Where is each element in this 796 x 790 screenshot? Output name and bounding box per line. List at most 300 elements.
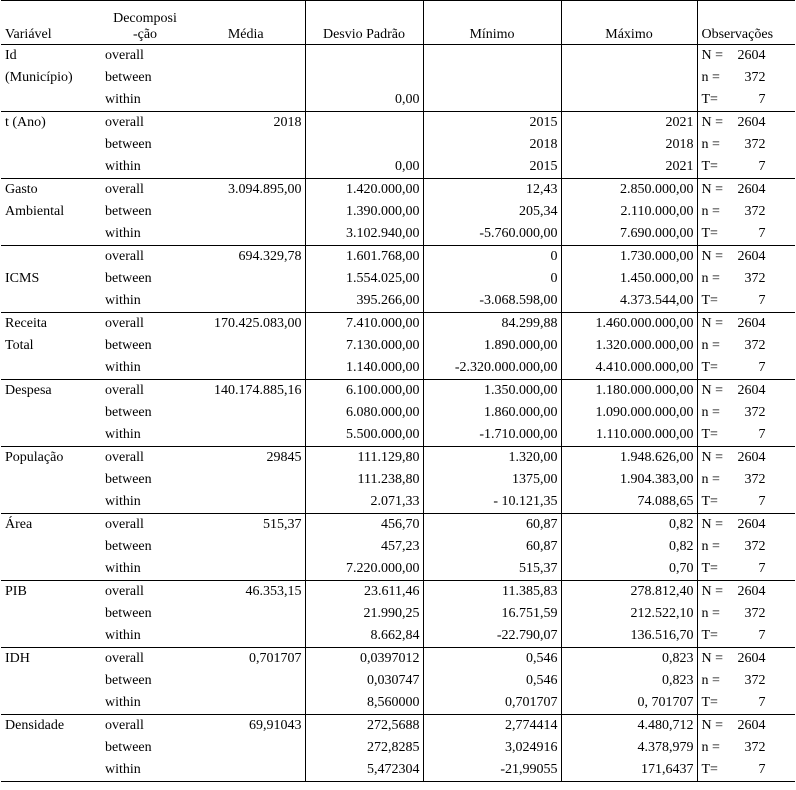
cell-minimo bbox=[423, 45, 561, 68]
cell-media: 69,91043 bbox=[187, 715, 305, 738]
cell-media: 46.353,15 bbox=[187, 581, 305, 604]
header-observacoes: Observações bbox=[697, 1, 795, 45]
cell-media bbox=[187, 759, 305, 782]
variable-group bbox=[1, 112, 795, 179]
cell-decomposicao: between bbox=[105, 673, 152, 688]
obs-value: 2604 bbox=[737, 517, 766, 532]
obs-label: T= bbox=[701, 427, 718, 442]
variable-group bbox=[1, 715, 795, 782]
header-desvio-padrao: Desvio Padrão bbox=[305, 1, 423, 45]
table-row bbox=[1, 491, 795, 514]
cell-variavel: IDH bbox=[1, 648, 103, 671]
cell-decomposicao: between bbox=[105, 70, 152, 85]
cell-media bbox=[187, 223, 305, 246]
table-row bbox=[1, 424, 795, 447]
table-row bbox=[1, 357, 795, 380]
table-row bbox=[1, 179, 795, 202]
table-row bbox=[1, 759, 795, 782]
cell-maximo: 1.450.000,00 bbox=[561, 268, 697, 290]
cell-desvio-padrao bbox=[305, 67, 423, 89]
cell-desvio-padrao: 5,472304 bbox=[305, 759, 423, 782]
cell-media: 0,701707 bbox=[187, 648, 305, 671]
cell-minimo: -21,99055 bbox=[423, 759, 561, 782]
cell-decomposicao: overall bbox=[103, 380, 187, 403]
cell-decomposicao: between bbox=[105, 606, 152, 621]
cell-desvio-padrao bbox=[305, 112, 423, 135]
cell-observacoes bbox=[697, 558, 795, 581]
obs-label: n = bbox=[701, 204, 720, 219]
cell-media: 2018 bbox=[187, 112, 305, 135]
cell-media: 515,37 bbox=[187, 514, 305, 537]
cell-media bbox=[187, 335, 305, 357]
obs-label: N = bbox=[701, 249, 724, 264]
obs-label: T= bbox=[701, 360, 718, 375]
cell-decomposicao: overall bbox=[103, 514, 187, 537]
obs-label: N = bbox=[701, 48, 724, 63]
cell-media bbox=[187, 469, 305, 491]
cell-maximo: 1.904.383,00 bbox=[561, 469, 697, 491]
cell-variavel: ICMS bbox=[5, 271, 40, 286]
cell-media: 3.094.895,00 bbox=[187, 179, 305, 202]
cell-observacoes bbox=[697, 380, 795, 403]
cell-maximo bbox=[561, 89, 697, 112]
cell-maximo: 1.090.000.000,00 bbox=[561, 402, 697, 424]
obs-label: n = bbox=[701, 606, 720, 621]
cell-decomposicao: between bbox=[105, 137, 152, 152]
table-row bbox=[1, 558, 795, 581]
obs-label: N = bbox=[701, 718, 724, 733]
cell-decomposicao: overall bbox=[103, 581, 187, 604]
cell-maximo: 171,6437 bbox=[561, 759, 697, 782]
cell-variavel bbox=[1, 536, 103, 558]
cell-media bbox=[187, 491, 305, 514]
cell-observacoes bbox=[697, 759, 795, 782]
cell-media bbox=[187, 357, 305, 380]
cell-minimo: 84.299,88 bbox=[423, 313, 561, 336]
table-row bbox=[1, 380, 795, 403]
cell-media bbox=[187, 692, 305, 715]
obs-label: N = bbox=[701, 584, 724, 599]
obs-value: 372 bbox=[744, 70, 766, 85]
cell-observacoes bbox=[697, 290, 795, 313]
obs-label: T= bbox=[701, 159, 718, 174]
cell-desvio-padrao: 0,030747 bbox=[305, 670, 423, 692]
cell-desvio-padrao: 1.140.000,00 bbox=[305, 357, 423, 380]
cell-variavel: PIB bbox=[1, 581, 103, 604]
cell-media bbox=[187, 156, 305, 179]
cell-media bbox=[187, 558, 305, 581]
obs-label: N = bbox=[701, 517, 724, 532]
obs-label: n = bbox=[701, 70, 720, 85]
cell-observacoes bbox=[697, 581, 795, 604]
cell-decomposicao: overall bbox=[103, 447, 187, 470]
cell-minimo: 0,546 bbox=[423, 670, 561, 692]
cell-maximo: 0,823 bbox=[561, 648, 697, 671]
obs-label: N = bbox=[701, 316, 724, 331]
obs-label: T= bbox=[701, 762, 718, 777]
cell-desvio-padrao: 1.554.025,00 bbox=[305, 268, 423, 290]
cell-observacoes bbox=[697, 715, 795, 738]
cell-maximo: 0, 701707 bbox=[561, 692, 697, 715]
cell-maximo: 1.320.000.000,00 bbox=[561, 335, 697, 357]
obs-value: 2604 bbox=[737, 383, 766, 398]
table-row bbox=[1, 246, 795, 269]
cell-variavel bbox=[1, 558, 103, 581]
cell-variavel bbox=[1, 89, 103, 112]
cell-media bbox=[187, 89, 305, 112]
header-minimo: Mínimo bbox=[423, 1, 561, 45]
cell-maximo: 136.516,70 bbox=[561, 625, 697, 648]
cell-minimo: 16.751,59 bbox=[423, 603, 561, 625]
cell-media: 140.174.885,16 bbox=[187, 380, 305, 403]
obs-value: 372 bbox=[744, 539, 766, 554]
cell-maximo: 1.460.000.000,00 bbox=[561, 313, 697, 336]
cell-decomposicao: within bbox=[103, 692, 187, 715]
table-row bbox=[1, 89, 795, 112]
header-row bbox=[1, 1, 795, 45]
cell-decomposicao: overall bbox=[103, 715, 187, 738]
obs-value: 372 bbox=[744, 137, 766, 152]
obs-label: T= bbox=[701, 92, 718, 107]
cell-observacoes bbox=[697, 491, 795, 514]
table-row bbox=[1, 469, 795, 491]
variable-group bbox=[1, 313, 795, 380]
obs-label: N = bbox=[701, 450, 724, 465]
cell-media bbox=[187, 45, 305, 68]
cell-desvio-padrao: 1.390.000,00 bbox=[305, 201, 423, 223]
cell-observacoes bbox=[697, 335, 795, 357]
header-decomposicao-line1: Decomposi bbox=[113, 11, 177, 26]
cell-media: 170.425.083,00 bbox=[187, 313, 305, 336]
cell-desvio-padrao: 0,0397012 bbox=[305, 648, 423, 671]
obs-value: 7 bbox=[758, 762, 766, 777]
obs-value: 2604 bbox=[737, 316, 766, 331]
cell-decomposicao: within bbox=[103, 759, 187, 782]
obs-value: 2604 bbox=[737, 249, 766, 264]
cell-media bbox=[187, 268, 305, 290]
cell-desvio-padrao: 7.130.000,00 bbox=[305, 335, 423, 357]
header-maximo: Máximo bbox=[561, 1, 697, 45]
cell-desvio-padrao: 395.266,00 bbox=[305, 290, 423, 313]
cell-minimo: 1.860.000,00 bbox=[423, 402, 561, 424]
cell-observacoes bbox=[697, 45, 795, 68]
cell-maximo: 2.110.000,00 bbox=[561, 201, 697, 223]
cell-minimo: 60,87 bbox=[423, 536, 561, 558]
header-decomposicao bbox=[103, 1, 187, 45]
cell-media: 694.329,78 bbox=[187, 246, 305, 269]
cell-minimo: 205,34 bbox=[423, 201, 561, 223]
cell-observacoes bbox=[697, 536, 795, 558]
cell-minimo: -22.790,07 bbox=[423, 625, 561, 648]
variable-group bbox=[1, 447, 795, 514]
obs-value: 2604 bbox=[737, 115, 766, 130]
cell-observacoes bbox=[697, 648, 795, 671]
header-decomposicao-line2: -ção bbox=[132, 27, 158, 42]
cell-decomposicao: overall bbox=[103, 648, 187, 671]
obs-label: n = bbox=[701, 539, 720, 554]
cell-minimo: 2018 bbox=[423, 134, 561, 156]
cell-variavel bbox=[1, 134, 103, 156]
obs-value: 7 bbox=[758, 159, 766, 174]
cell-desvio-padrao: 23.611,46 bbox=[305, 581, 423, 604]
cell-variavel bbox=[1, 223, 103, 246]
cell-maximo: 4.410.000.000,00 bbox=[561, 357, 697, 380]
cell-variavel bbox=[1, 625, 103, 648]
cell-variavel: Receita bbox=[1, 313, 103, 336]
cell-minimo: 2,774414 bbox=[423, 715, 561, 738]
cell-decomposicao: between bbox=[105, 338, 152, 353]
cell-maximo: 278.812,40 bbox=[561, 581, 697, 604]
cell-decomposicao: within bbox=[103, 625, 187, 648]
obs-value: 372 bbox=[744, 204, 766, 219]
table-row bbox=[1, 447, 795, 470]
obs-label: T= bbox=[701, 494, 718, 509]
cell-decomposicao: between bbox=[105, 271, 152, 286]
cell-maximo: 7.690.000,00 bbox=[561, 223, 697, 246]
cell-variavel bbox=[1, 603, 103, 625]
table-row bbox=[1, 156, 795, 179]
cell-desvio-padrao: 1.420.000,00 bbox=[305, 179, 423, 202]
cell-observacoes bbox=[697, 89, 795, 112]
cell-minimo: 1.890.000,00 bbox=[423, 335, 561, 357]
cell-maximo: 0,82 bbox=[561, 536, 697, 558]
obs-value: 2604 bbox=[737, 718, 766, 733]
table-row bbox=[1, 625, 795, 648]
obs-value: 7 bbox=[758, 494, 766, 509]
cell-desvio-padrao: 21.990,25 bbox=[305, 603, 423, 625]
cell-observacoes bbox=[697, 268, 795, 290]
table-row bbox=[1, 335, 795, 357]
cell-desvio-padrao: 0,00 bbox=[305, 156, 423, 179]
cell-observacoes bbox=[697, 737, 795, 759]
cell-media: 29845 bbox=[187, 447, 305, 470]
cell-observacoes bbox=[697, 670, 795, 692]
cell-observacoes bbox=[697, 67, 795, 89]
cell-maximo: 212.522,10 bbox=[561, 603, 697, 625]
table-row bbox=[1, 603, 795, 625]
obs-value: 7 bbox=[758, 628, 766, 643]
obs-label: T= bbox=[701, 561, 718, 576]
cell-decomposicao: within bbox=[103, 357, 187, 380]
cell-media bbox=[187, 424, 305, 447]
obs-label: n = bbox=[701, 338, 720, 353]
table-row bbox=[1, 290, 795, 313]
cell-desvio-padrao: 7.220.000,00 bbox=[305, 558, 423, 581]
cell-maximo bbox=[561, 45, 697, 68]
cell-decomposicao: within bbox=[103, 491, 187, 514]
cell-variavel: t (Ano) bbox=[1, 112, 103, 135]
obs-label: T= bbox=[701, 293, 718, 308]
cell-desvio-padrao: 111.238,80 bbox=[305, 469, 423, 491]
cell-maximo: 2018 bbox=[561, 134, 697, 156]
cell-variavel bbox=[1, 670, 103, 692]
cell-desvio-padrao: 457,23 bbox=[305, 536, 423, 558]
cell-observacoes bbox=[697, 313, 795, 336]
cell-maximo: 0,82 bbox=[561, 514, 697, 537]
table-header bbox=[1, 1, 795, 45]
table-row bbox=[1, 536, 795, 558]
cell-decomposicao: overall bbox=[103, 246, 187, 269]
cell-minimo: 0,546 bbox=[423, 648, 561, 671]
cell-desvio-padrao: 272,8285 bbox=[305, 737, 423, 759]
obs-value: 372 bbox=[744, 271, 766, 286]
cell-maximo: 4.373.544,00 bbox=[561, 290, 697, 313]
table-row bbox=[1, 313, 795, 336]
cell-maximo: 2021 bbox=[561, 112, 697, 135]
cell-decomposicao: between bbox=[105, 740, 152, 755]
variable-group bbox=[1, 45, 795, 112]
cell-desvio-padrao bbox=[305, 134, 423, 156]
cell-desvio-padrao: 3.102.940,00 bbox=[305, 223, 423, 246]
cell-media bbox=[187, 134, 305, 156]
cell-variavel bbox=[1, 290, 103, 313]
cell-minimo: 2015 bbox=[423, 156, 561, 179]
cell-decomposicao: overall bbox=[103, 112, 187, 135]
obs-label: T= bbox=[701, 226, 718, 241]
cell-decomposicao: within bbox=[103, 290, 187, 313]
cell-observacoes bbox=[697, 246, 795, 269]
variable-group bbox=[1, 514, 795, 581]
cell-variavel bbox=[1, 357, 103, 380]
cell-minimo: 0 bbox=[423, 268, 561, 290]
cell-desvio-padrao bbox=[305, 45, 423, 68]
cell-variavel bbox=[1, 491, 103, 514]
obs-label: n = bbox=[701, 271, 720, 286]
cell-observacoes bbox=[697, 625, 795, 648]
table-row bbox=[1, 223, 795, 246]
cell-decomposicao: between bbox=[105, 539, 152, 554]
cell-observacoes bbox=[697, 424, 795, 447]
cell-desvio-padrao: 7.410.000,00 bbox=[305, 313, 423, 336]
cell-decomposicao: overall bbox=[103, 313, 187, 336]
table-row bbox=[1, 201, 795, 223]
obs-value: 2604 bbox=[737, 182, 766, 197]
cell-variavel bbox=[1, 156, 103, 179]
cell-minimo: 1.320,00 bbox=[423, 447, 561, 470]
cell-variavel: Ambiental bbox=[5, 204, 65, 219]
cell-media bbox=[187, 67, 305, 89]
cell-maximo: 2021 bbox=[561, 156, 697, 179]
obs-label: N = bbox=[701, 651, 724, 666]
cell-desvio-padrao: 272,5688 bbox=[305, 715, 423, 738]
table-row bbox=[1, 514, 795, 537]
cell-desvio-padrao: 5.500.000,00 bbox=[305, 424, 423, 447]
cell-variavel: População bbox=[1, 447, 103, 470]
cell-media bbox=[187, 737, 305, 759]
header-variavel: Variável bbox=[1, 1, 103, 45]
cell-maximo: 1.948.626,00 bbox=[561, 447, 697, 470]
cell-decomposicao: within bbox=[103, 558, 187, 581]
variable-group bbox=[1, 380, 795, 447]
table-row bbox=[1, 67, 795, 89]
cell-desvio-padrao: 456,70 bbox=[305, 514, 423, 537]
cell-variavel: Gasto bbox=[1, 179, 103, 202]
cell-observacoes bbox=[697, 179, 795, 202]
cell-maximo: 74.088,65 bbox=[561, 491, 697, 514]
cell-variavel bbox=[1, 469, 103, 491]
cell-media bbox=[187, 625, 305, 648]
cell-maximo bbox=[561, 67, 697, 89]
cell-variavel bbox=[1, 759, 103, 782]
cell-observacoes bbox=[697, 603, 795, 625]
table-row bbox=[1, 112, 795, 135]
cell-variavel bbox=[1, 246, 103, 269]
cell-decomposicao: between bbox=[105, 405, 152, 420]
cell-observacoes bbox=[697, 402, 795, 424]
cell-maximo: 0,70 bbox=[561, 558, 697, 581]
obs-label: N = bbox=[701, 182, 724, 197]
table-row bbox=[1, 692, 795, 715]
cell-decomposicao: within bbox=[103, 424, 187, 447]
cell-media bbox=[187, 201, 305, 223]
cell-variavel: Área bbox=[1, 514, 103, 537]
obs-value: 7 bbox=[758, 92, 766, 107]
table-row bbox=[1, 648, 795, 671]
cell-minimo bbox=[423, 67, 561, 89]
table-row bbox=[1, 134, 795, 156]
obs-value: 2604 bbox=[737, 48, 766, 63]
cell-minimo: -1.710.000,00 bbox=[423, 424, 561, 447]
cell-observacoes bbox=[697, 134, 795, 156]
cell-decomposicao: within bbox=[103, 156, 187, 179]
cell-variavel bbox=[1, 737, 103, 759]
obs-value: 7 bbox=[758, 561, 766, 576]
cell-observacoes bbox=[697, 156, 795, 179]
obs-value: 2604 bbox=[737, 651, 766, 666]
cell-minimo: 1.350.000,00 bbox=[423, 380, 561, 403]
descriptive-statistics-table bbox=[1, 0, 795, 782]
cell-observacoes bbox=[697, 514, 795, 537]
cell-maximo: 4.480,712 bbox=[561, 715, 697, 738]
obs-label: n = bbox=[701, 740, 720, 755]
cell-minimo: -3.068.598,00 bbox=[423, 290, 561, 313]
cell-decomposicao: overall bbox=[103, 45, 187, 68]
cell-media bbox=[187, 670, 305, 692]
cell-variavel bbox=[1, 692, 103, 715]
cell-variavel bbox=[1, 424, 103, 447]
cell-observacoes bbox=[697, 112, 795, 135]
cell-minimo: 3,024916 bbox=[423, 737, 561, 759]
cell-observacoes bbox=[697, 469, 795, 491]
obs-label: n = bbox=[701, 405, 720, 420]
cell-variavel: Id bbox=[1, 45, 103, 68]
cell-desvio-padrao: 8.662,84 bbox=[305, 625, 423, 648]
cell-decomposicao: between bbox=[105, 204, 152, 219]
cell-desvio-padrao: 8,560000 bbox=[305, 692, 423, 715]
cell-desvio-padrao: 1.601.768,00 bbox=[305, 246, 423, 269]
cell-observacoes bbox=[697, 692, 795, 715]
cell-minimo: - 10.121,35 bbox=[423, 491, 561, 514]
cell-maximo: 0,823 bbox=[561, 670, 697, 692]
cell-variavel: Total bbox=[5, 338, 34, 353]
table-row bbox=[1, 737, 795, 759]
cell-variavel: Despesa bbox=[1, 380, 103, 403]
table-row bbox=[1, 715, 795, 738]
cell-minimo: 515,37 bbox=[423, 558, 561, 581]
cell-decomposicao: overall bbox=[103, 179, 187, 202]
obs-value: 372 bbox=[744, 606, 766, 621]
obs-value: 372 bbox=[744, 740, 766, 755]
cell-minimo: 0 bbox=[423, 246, 561, 269]
obs-value: 2604 bbox=[737, 584, 766, 599]
cell-desvio-padrao: 6.100.000,00 bbox=[305, 380, 423, 403]
table-row bbox=[1, 402, 795, 424]
cell-decomposicao: within bbox=[103, 223, 187, 246]
obs-label: T= bbox=[701, 628, 718, 643]
cell-maximo: 1.110.000.000,00 bbox=[561, 424, 697, 447]
cell-minimo: 11.385,83 bbox=[423, 581, 561, 604]
cell-variavel: (Município) bbox=[5, 70, 73, 85]
